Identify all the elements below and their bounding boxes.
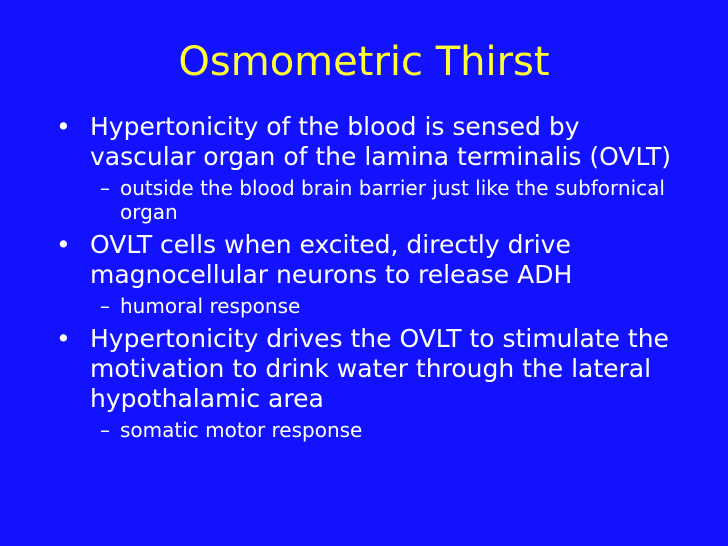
bullet-2-text: OVLT cells when excited, directly drive magnocellular neurons to release ADH xyxy=(90,230,573,289)
sub-bullet-2 xyxy=(100,294,676,318)
sub-bullet-mark: – xyxy=(100,294,110,318)
sub-bullet-3-text: somatic motor response xyxy=(120,418,363,442)
sub-bullet-mark: – xyxy=(100,418,110,442)
bullet-2 xyxy=(56,230,676,290)
bullet-3 xyxy=(56,324,676,414)
sub-bullet-mark: – xyxy=(100,176,110,200)
sub-bullet-2-text: humoral response xyxy=(120,294,301,318)
sub-bullet-3 xyxy=(100,418,676,442)
bullet-mark: • xyxy=(56,230,71,259)
bullet-1 xyxy=(56,112,676,172)
slide-content xyxy=(56,112,676,442)
bullet-mark: • xyxy=(56,324,71,353)
sub-bullet-1-text: outside the blood brain barrier just like the subfornical organ xyxy=(120,176,665,224)
sub-bullet-1 xyxy=(100,176,676,224)
slide-title: Osmometric Thirst xyxy=(178,39,550,85)
bullet-1-text: Hypertonicity of the blood is sensed by vascular organ of the lamina terminalis (OVLT) xyxy=(90,112,671,171)
bullet-3-text: Hypertonicity drives the OVLT to stimulate the motivation to drink water through the lateral hypothalamic area xyxy=(90,324,669,413)
bullet-mark: • xyxy=(56,112,71,141)
